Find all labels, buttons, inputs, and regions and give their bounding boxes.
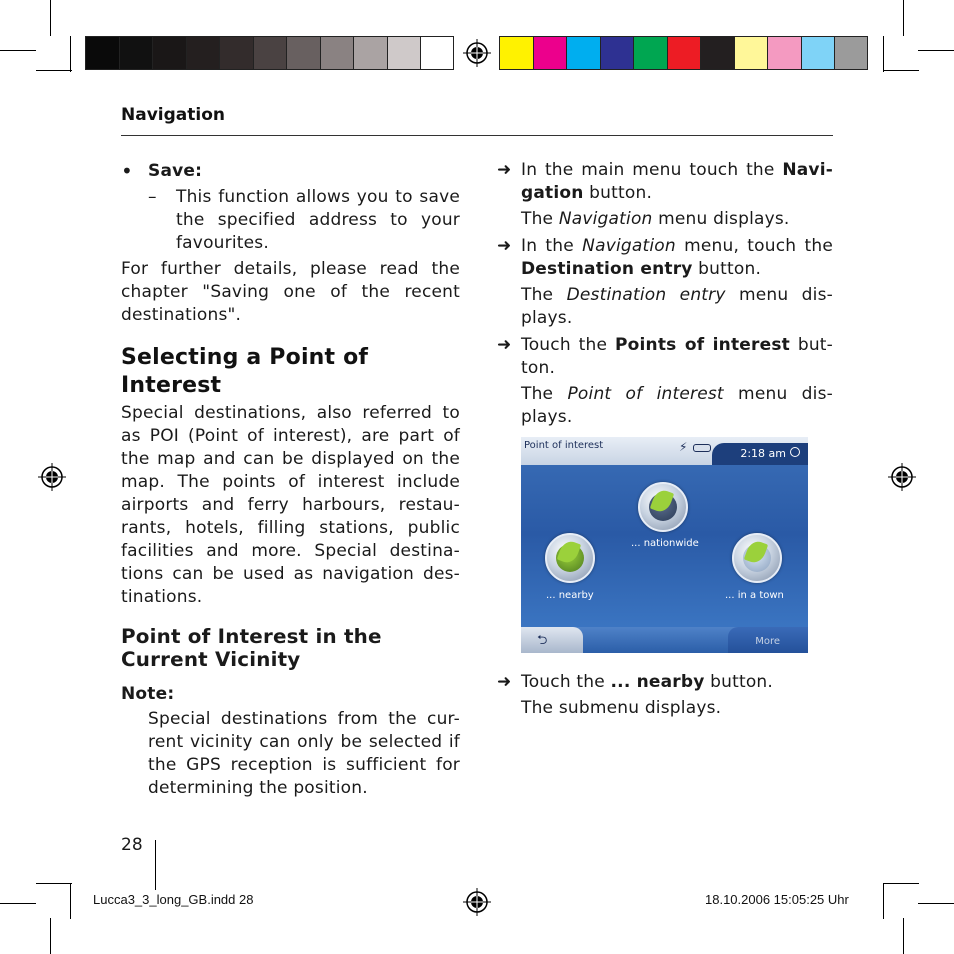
process-swatch <box>600 36 634 70</box>
crop-mark <box>903 0 904 36</box>
process-swatch <box>734 36 768 70</box>
greyscale-swatch <box>219 36 253 70</box>
crop-mark <box>883 36 884 72</box>
crop-mark <box>70 36 71 72</box>
greyscale-swatch <box>119 36 153 70</box>
crop-mark <box>883 70 919 71</box>
screen-title: Point of interest <box>524 440 604 451</box>
slug-filename: Lucca3_3_long_GB.indd 28 <box>93 892 254 907</box>
result-text: The <box>521 384 568 404</box>
step-text: button. <box>692 259 762 279</box>
step-result <box>497 383 833 429</box>
step-text: Touch the <box>521 335 615 355</box>
poi-intro-text: Special destinations, also referred to as POI (Point of interest), are part of the map and can be displayed on the map. The points of interest include airports and ferry harbours, restau-rants, hotels, filling stations, public facilities and more. Special destina-tions can be used as navigation des-tinations. <box>121 403 460 607</box>
process-swatch <box>667 36 701 70</box>
nearby-label: ... nearby <box>546 590 594 601</box>
clock-icon <box>790 447 800 457</box>
page-number: 28 <box>121 835 143 855</box>
step-text: In the main menu touch the <box>521 160 783 180</box>
further-details-text: For further details, please read the chapter "Saving one of the recent destinations". <box>121 259 460 325</box>
step-button-name: Navi-gation <box>521 160 833 203</box>
crop-mark <box>50 0 51 36</box>
step-destination-entry <box>497 235 833 281</box>
dash-marker: – <box>148 187 157 207</box>
registration-mark-icon <box>888 463 916 491</box>
right-column-lower <box>497 667 833 720</box>
crop-mark <box>918 903 954 904</box>
step-menu-name: Navigation <box>582 236 676 256</box>
back-button[interactable] <box>521 627 583 653</box>
registration-mark-icon <box>463 39 491 67</box>
greyscale-swatch <box>320 36 354 70</box>
header-divider <box>121 135 833 136</box>
process-color-bar <box>499 36 868 70</box>
step-text: menu, touch the <box>675 236 833 256</box>
in-a-town-button[interactable] <box>732 533 782 583</box>
process-swatch <box>633 36 667 70</box>
crop-mark <box>0 50 36 51</box>
greyscale-swatch <box>286 36 320 70</box>
crop-mark <box>70 883 71 919</box>
page-number-rule <box>155 840 156 890</box>
more-label: More <box>755 636 780 647</box>
slug-timestamp: 18.10.2006 15:05:25 Uhr <box>705 892 849 907</box>
process-swatch <box>566 36 600 70</box>
step-button-name: ... nearby <box>610 672 705 692</box>
step-text: button. <box>583 183 653 203</box>
crop-mark <box>903 918 904 954</box>
crop-mark <box>50 918 51 954</box>
back-arrow-icon: ⮌ <box>537 633 548 648</box>
result-text: menu displays. <box>652 209 790 229</box>
greyscale-swatch <box>253 36 287 70</box>
step-text: In the <box>521 236 583 256</box>
result-text: The <box>521 285 567 305</box>
note-label: Note: <box>121 684 175 704</box>
arrow-right-icon: ➜ <box>497 160 512 180</box>
section-header: Navigation <box>121 105 225 125</box>
step-main-menu <box>497 159 833 205</box>
greyscale-swatch <box>387 36 421 70</box>
step-text: but-ton. <box>521 335 833 378</box>
greyscale-color-bar <box>85 36 454 70</box>
greyscale-swatch <box>85 36 119 70</box>
note-text: Special destinations from the cur-rent vicinity can only be selected if the GPS reception is sufficient for determining the position. <box>148 709 460 798</box>
greyscale-swatch <box>353 36 387 70</box>
result-menu-name: Destination entry <box>566 285 726 305</box>
step-result <box>497 284 833 330</box>
process-swatch <box>834 36 868 70</box>
left-column <box>121 160 460 800</box>
save-bullet <box>121 160 460 183</box>
greyscale-swatch <box>186 36 220 70</box>
crop-mark <box>918 50 954 51</box>
registration-mark-icon <box>463 888 491 916</box>
result-menu-name: Point of interest <box>567 384 724 404</box>
section-title: Selecting a Point of Interest <box>121 345 369 398</box>
process-swatch <box>767 36 801 70</box>
step-points-of-interest <box>497 334 833 380</box>
subheading-current-vicinity: Point of Interest in the Current Vicinity <box>121 625 382 671</box>
screen-time: 2:18 am <box>740 447 786 460</box>
process-swatch <box>700 36 734 70</box>
power-icon: ⚡ <box>679 440 688 454</box>
crop-mark <box>0 903 36 904</box>
process-swatch <box>801 36 835 70</box>
crop-mark <box>883 883 884 919</box>
arrow-right-icon: ➜ <box>497 236 512 256</box>
greyscale-swatch <box>152 36 186 70</box>
result-menu-name: Navigation <box>558 209 653 229</box>
result-text: menu dis-plays. <box>521 384 833 427</box>
right-column <box>497 155 833 429</box>
result-text: menu dis-plays. <box>521 285 833 328</box>
in-a-town-label: ... in a town <box>725 590 784 601</box>
crop-mark <box>36 70 72 71</box>
step-text: Touch the <box>521 672 611 692</box>
step-button-name: Destination entry <box>521 259 693 279</box>
step-button-name: Points of interest <box>614 335 790 355</box>
process-swatch <box>499 36 533 70</box>
arrow-right-icon: ➜ <box>497 335 512 355</box>
bullet-icon: • <box>121 159 133 183</box>
save-description-row <box>121 186 460 255</box>
registration-mark-icon <box>38 463 66 491</box>
step-result: The submenu displays. <box>521 698 722 718</box>
crop-mark <box>36 883 72 884</box>
step-text: button. <box>704 672 774 692</box>
nationwide-label: ... nationwide <box>631 538 699 549</box>
result-text: The <box>521 209 559 229</box>
step-nearby <box>497 671 833 694</box>
crop-mark <box>883 883 919 884</box>
save-label: Save: <box>148 161 203 181</box>
nearby-button[interactable] <box>545 533 595 583</box>
step-result <box>497 208 833 231</box>
nationwide-button[interactable] <box>638 482 688 532</box>
greyscale-swatch <box>420 36 454 70</box>
battery-icon <box>693 444 711 452</box>
save-description: This function allows you to save the specified address to your favourites. <box>176 187 460 253</box>
arrow-right-icon: ➜ <box>497 672 512 692</box>
process-swatch <box>533 36 567 70</box>
poi-menu-screenshot <box>521 437 808 653</box>
